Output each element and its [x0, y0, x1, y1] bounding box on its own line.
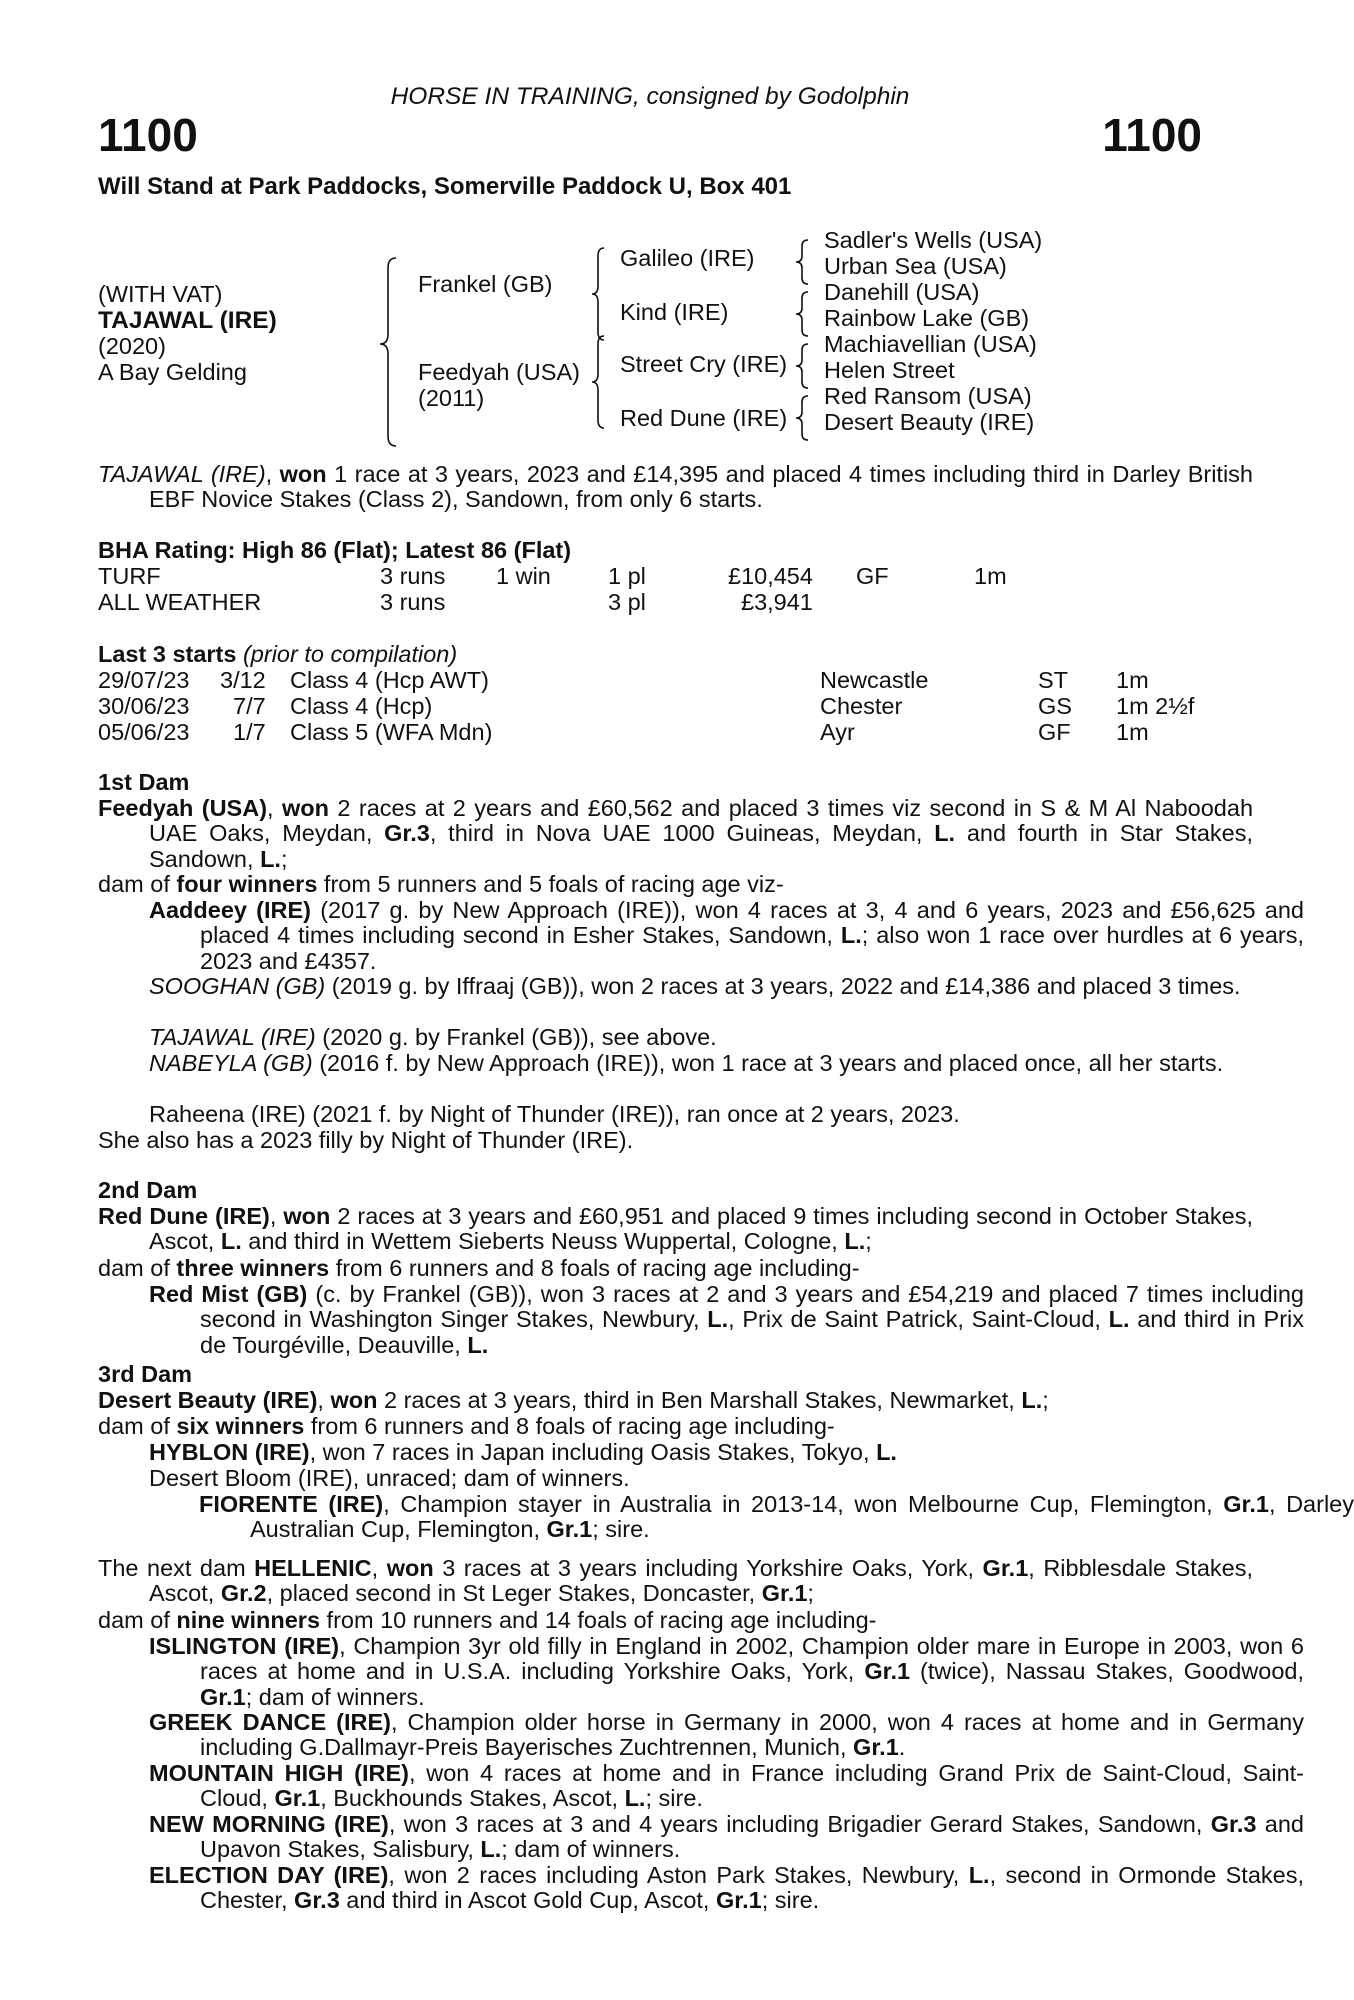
- start-class: Class 4 (Hcp AWT): [290, 667, 489, 693]
- dam-year: (2011): [418, 385, 485, 411]
- race-summary: TAJAWAL (IRE), won 1 race at 3 years, 2023 and £14,395 and placed 4 times including third in Darley British EBF Novice Stakes (Class 2), Sandown, from only 6 starts.: [98, 461, 1254, 513]
- rating-going: GF: [856, 563, 889, 589]
- grade-label: Gr.1: [200, 1683, 246, 1710]
- produce-hyblon: [98, 1440, 1253, 1465]
- produce-text: from 10 runners and 14 foals of racing age including-: [320, 1607, 877, 1633]
- first-dam-name: Feedyah (USA): [98, 795, 268, 821]
- produce-text: ; sire.: [761, 1887, 820, 1914]
- grade-label: Gr.1: [1223, 1491, 1269, 1517]
- produce-text: .: [898, 1734, 906, 1761]
- produce-name: NEW MORNING (IRE): [149, 1811, 389, 1837]
- start-position: 3/12: [220, 667, 266, 693]
- first-dam-produce-summary: [98, 872, 1202, 897]
- rating-prize: £3,941: [741, 589, 813, 615]
- gg-1: Sadler's Wells (USA): [824, 227, 1043, 253]
- record-text: ;: [807, 1580, 814, 1607]
- produce-name: GREEK DANCE (IRE): [149, 1709, 391, 1735]
- produce-text: ; dam of winners.: [245, 1683, 425, 1710]
- listed-label: L.: [840, 922, 862, 949]
- produce-text: (twice), Nassau Stakes, Goodwood,: [910, 1658, 1305, 1685]
- pedigree-table: [98, 204, 1202, 504]
- won-label: won: [283, 1203, 331, 1229]
- grade-label: Gr.1: [853, 1734, 899, 1761]
- listed-label: L.: [1021, 1387, 1043, 1413]
- rating-distance: 1m: [974, 563, 1007, 589]
- produce-name: Red Mist (GB): [149, 1281, 308, 1307]
- dam-dam: Red Dune (IRE): [620, 405, 788, 431]
- listed-label: L.: [876, 1439, 897, 1465]
- produce-text: ; dam of winners.: [501, 1836, 681, 1863]
- start-date: 30/06/23: [98, 693, 190, 719]
- produce-text: and Upavon Stakes, Salisbury,: [200, 1811, 1304, 1863]
- produce-red-mist: [98, 1282, 1304, 1358]
- brace-main: [380, 258, 396, 446]
- winners-count: nine winners: [176, 1607, 321, 1633]
- produce-text: from 6 runners and 8 foals of racing age including-: [329, 1255, 860, 1281]
- record-text: 2 races at 2 years and £60,562 and placed 3 times viz second in S & M Al Naboodah UAE Oaks, Meydan,: [149, 795, 1254, 847]
- produce-text: dam of: [98, 1255, 177, 1281]
- listed-label: L.: [260, 845, 281, 872]
- rating-row-turf: [98, 564, 1202, 590]
- gg-5: Machiavellian (USA): [824, 331, 1037, 357]
- produce-text: dam of: [98, 1413, 177, 1439]
- gg-2: Urban Sea (USA): [824, 253, 1007, 279]
- listed-label: L.: [480, 1836, 502, 1863]
- produce-text: , Champion 3yr old filly in England in 2002, Champion older mare in Europe in 2003, won 6 races at home and in U.S.A. including Yorkshire Oaks, York,: [200, 1633, 1304, 1685]
- gg-6: Helen Street: [824, 357, 955, 383]
- rating-runs: 3 runs: [380, 563, 446, 589]
- start-going: GS: [1038, 693, 1072, 719]
- produce-text: , second in Ormonde Stakes, Chester,: [200, 1862, 1305, 1914]
- start-going: ST: [1038, 667, 1069, 693]
- produce-name: TAJAWAL (IRE): [149, 1024, 316, 1050]
- vat-label: (WITH VAT): [98, 281, 223, 307]
- record-text: , third in Nova UAE 1000 Guineas, Meydan,: [429, 820, 935, 847]
- first-dam-heading: 1st Dam: [98, 769, 190, 795]
- start-row: [98, 694, 1202, 720]
- produce-islington: [98, 1634, 1304, 1710]
- last-starts-note: (prior to compilation): [236, 641, 458, 667]
- brace-g2: [796, 292, 808, 336]
- produce-text: (2017 g. by New Approach (IRE)), won 4 races at 3, 4 and 6 years, 2023 and £56,625 and placed 4 times including second in Esher Stakes, Sandown,: [200, 897, 1304, 949]
- produce-text: from 5 runners and 5 foals of racing age viz-: [317, 871, 784, 897]
- consignor-subtitle: HORSE IN TRAINING, consigned by Godolphin: [390, 83, 910, 110]
- produce-mountain-high: [98, 1761, 1304, 1812]
- winners-count: three winners: [176, 1255, 330, 1281]
- listed-label: L.: [1108, 1306, 1130, 1333]
- third-dam-produce-summary: [98, 1414, 1202, 1439]
- start-distance: 1m 2½f: [1116, 693, 1195, 719]
- produce-raheena: Raheena (IRE) (2021 f. by Night of Thunder (IRE)), ran once at 2 years, 2023.: [149, 1101, 960, 1127]
- start-course: Chester: [820, 693, 903, 719]
- gg-7: Red Ransom (USA): [824, 383, 1032, 409]
- gg-8: Desert Beauty (IRE): [824, 409, 1035, 435]
- grade-label: Gr.3: [384, 820, 430, 847]
- listed-label: L.: [844, 1228, 866, 1255]
- produce-text: and third in Prix de Tourgéville, Deauville,: [200, 1306, 1304, 1358]
- grade-label: Gr.1: [274, 1785, 321, 1812]
- produce-text: , won 3 races at 3 and 4 years including Brigadier Gerard Stakes, Sandown,: [388, 1811, 1211, 1837]
- produce-text: dam of: [98, 871, 177, 897]
- produce-text: ; also won 1 race over hurdles at 6 years, 2023 and £4357.: [200, 922, 1305, 974]
- produce-text: (2020 g. by Frankel (GB)), see above.: [315, 1024, 717, 1050]
- third-dam-heading: 3rd Dam: [98, 1361, 193, 1387]
- produce-text: ; sire.: [645, 1785, 703, 1812]
- record-text: 2 races at 3 years and £60,951 and placed 9 times including second in October Stakes, Ascot,: [149, 1203, 1254, 1255]
- grade-label: Gr.3: [294, 1887, 340, 1914]
- produce-text: , Champion older horse in Germany in 2000, won 4 races at home and in Germany including G.Dallmayr-Preis Bayerisches Zuchtrennen, Munich,: [200, 1709, 1304, 1761]
- horse-description: A Bay Gelding: [98, 359, 247, 385]
- last-starts-title: [98, 642, 1202, 667]
- sire-name: Frankel (GB): [418, 271, 553, 297]
- dam-sire: Street Cry (IRE): [620, 351, 788, 377]
- produce-text: dam of: [98, 1607, 177, 1633]
- start-course: Newcastle: [820, 667, 929, 693]
- second-dam-produce-summary: [98, 1256, 1202, 1281]
- produce-name: HYBLON (IRE): [149, 1439, 310, 1465]
- summary-horse: TAJAWAL (IRE): [98, 461, 266, 487]
- listed-label: L.: [220, 1228, 242, 1255]
- produce-text: (2019 g. by Iffraaj (GB)), won 2 races at 3 years, 2022 and £14,386 and placed 3 times.: [325, 973, 1241, 999]
- rating-placed: 3 pl: [608, 589, 646, 615]
- listed-label: L.: [968, 1862, 990, 1888]
- record-text: and fourth in Star Stakes, Sandown,: [149, 820, 1253, 872]
- bha-rating-title: BHA Rating: High 86 (Flat); Latest 86 (Flat): [98, 537, 572, 563]
- produce-new-morning: [98, 1812, 1304, 1863]
- third-dam-name: Desert Beauty (IRE): [98, 1387, 318, 1413]
- first-dam-note: She also has a 2023 filly by Night of Thunder (IRE).: [98, 1127, 634, 1153]
- horse-name: TAJAWAL (IRE): [98, 307, 277, 334]
- last-starts-heading: Last 3 starts: [98, 641, 237, 667]
- rating-surface: ALL WEATHER: [98, 589, 262, 615]
- start-position: 7/7: [233, 693, 266, 719]
- third-dam-record: Desert Beauty (IRE), won 2 races at 3 years, third in Ben Marshall Stakes, Newmarket, L.;: [98, 1387, 1049, 1413]
- rating-placed: 1 pl: [608, 563, 646, 589]
- rating-row-aw: [98, 590, 1202, 616]
- produce-name: FIORENTE (IRE): [199, 1491, 384, 1517]
- grade-label: Gr.1: [982, 1555, 1029, 1581]
- grade-label: Gr.3: [1210, 1811, 1257, 1837]
- start-distance: 1m: [1116, 667, 1149, 693]
- second-dam-heading: 2nd Dam: [98, 1177, 198, 1203]
- won-label: won: [330, 1387, 378, 1413]
- produce-greek-dance: [98, 1710, 1304, 1761]
- record-text: 2 races at 3 years, third in Ben Marshall Stakes, Newmarket,: [377, 1387, 1022, 1413]
- grade-label: Gr.2: [220, 1580, 267, 1607]
- gg-3: Danehill (USA): [824, 279, 980, 305]
- produce-name: ELECTION DAY (IRE): [149, 1862, 389, 1888]
- produce-nabeyla: [98, 1051, 1304, 1076]
- start-row: [98, 720, 1202, 746]
- summary-text-1: 1 race at 3 years, 2023 and £14,395 and placed 4 times including third in: [326, 461, 1105, 487]
- grade-label: Gr.1: [864, 1658, 911, 1685]
- grade-label: Gr.1: [546, 1516, 593, 1543]
- produce-name: MOUNTAIN HIGH (IRE): [149, 1760, 409, 1786]
- start-position: 1/7: [233, 719, 266, 745]
- second-dam-record: Red Dune (IRE), won 2 races at 3 years and £60,951 and placed 9 times including second in October Stakes, Ascot, L. and third in Wettem Sieberts Neuss Wuppertal, Cologne, L.;: [98, 1203, 1254, 1255]
- produce-text: , Prix de Saint Patrick, Saint-Cloud,: [728, 1306, 1109, 1333]
- produce-name: NABEYLA (GB): [149, 1050, 313, 1076]
- produce-text: , Champion stayer in Australia in 2013-14, won Melbourne Cup, Flemington,: [383, 1491, 1224, 1517]
- start-date: 05/06/23: [98, 719, 190, 745]
- lot-number-left: 1100: [98, 109, 198, 161]
- lot-number-right: 1100: [1102, 109, 1202, 161]
- start-going: GF: [1038, 719, 1071, 745]
- rating-prize: £10,454: [728, 563, 813, 589]
- produce-name: ISLINGTON (IRE): [149, 1633, 340, 1659]
- produce-text: and third in Ascot Gold Cup, Ascot,: [339, 1887, 716, 1914]
- produce-sooghan: [98, 974, 1304, 999]
- record-text: , Ribblesdale Stakes, Ascot,: [149, 1555, 1254, 1607]
- winners-count: four winners: [176, 871, 318, 897]
- start-row: [98, 668, 1202, 694]
- produce-text: , Darley Australian Cup, Flemington,: [250, 1491, 1354, 1543]
- produce-tajawal: [98, 1025, 1304, 1050]
- brace-sire: [592, 248, 604, 340]
- produce-aaddeey: [98, 898, 1304, 974]
- rating-surface: TURF: [98, 563, 161, 589]
- start-distance: 1m: [1116, 719, 1149, 745]
- start-class: Class 4 (Hcp): [290, 693, 433, 719]
- start-course: Ayr: [820, 719, 855, 745]
- start-class: Class 5 (WFA Mdn): [290, 719, 493, 745]
- produce-fiorente: [98, 1492, 1354, 1543]
- next-dam-record: The next dam HELLENIC, won 3 races at 3 years including Yorkshire Oaks, York, Gr.1, Ribblesdale Stakes, Ascot, Gr.2, placed second in St Leger Stakes, Doncaster, Gr.1;: [98, 1555, 1254, 1607]
- gg-4: Rainbow Lake (GB): [824, 305, 1030, 331]
- brace-g4: [796, 396, 808, 440]
- produce-desert-bloom: Desert Bloom (IRE), unraced; dam of winners.: [149, 1465, 630, 1491]
- produce-text: from 6 runners and 8 foals of racing age including-: [304, 1413, 835, 1439]
- start-date: 29/07/23: [98, 667, 190, 693]
- summary-text-2: Darley British EBF Novice Stakes (Class 2), Sandown, from only 6 starts.: [149, 461, 1254, 513]
- produce-text: (2016 f. by New Approach (IRE)), won 1 race at 3 years and placed once, all her starts.: [312, 1050, 1224, 1076]
- record-text: The next dam: [98, 1555, 255, 1581]
- stand-location: Will Stand at Park Paddocks, Somerville Paddock U, Box 401: [98, 173, 792, 200]
- record-text: , placed second in St Leger Stakes, Doncaster,: [266, 1580, 762, 1607]
- sire-dam: Kind (IRE): [620, 299, 729, 325]
- produce-text: (c. by Frankel (GB)), won 3 races at 2 and 3 years and £54,219 and placed 7 times including second in Washington Singer Stakes, Newbury,: [200, 1281, 1304, 1333]
- produce-text: , won 4 races at home and in France including Grand Prix de Saint-Cloud, Saint-Cloud,: [200, 1760, 1304, 1812]
- brace-dam: [592, 336, 604, 428]
- produce-text: , won 2 races including Aston Park Stakes, Newbury,: [388, 1862, 969, 1888]
- rating-runs: 3 runs: [380, 589, 446, 615]
- produce-text: , Buckhounds Stakes, Ascot,: [320, 1785, 625, 1812]
- brace-g1: [796, 240, 808, 284]
- second-dam-name: Red Dune (IRE): [98, 1203, 270, 1229]
- grade-label: Gr.1: [716, 1887, 762, 1914]
- won-label: won: [386, 1555, 434, 1581]
- produce-name: Aaddeey (IRE): [149, 897, 312, 923]
- next-dam-produce-summary: [98, 1608, 1202, 1633]
- record-text: 3 races at 3 years including Yorkshire Oaks, York,: [433, 1555, 983, 1581]
- brace-g3: [796, 344, 808, 388]
- sire-sire: Galileo (IRE): [620, 245, 755, 271]
- winners-count: six winners: [176, 1413, 305, 1439]
- next-dam-name: HELLENIC: [254, 1555, 372, 1581]
- produce-text: ; sire.: [592, 1516, 650, 1543]
- record-text: ;: [280, 845, 288, 872]
- listed-label: L.: [707, 1306, 729, 1333]
- first-dam-record: Feedyah (USA), won 2 races at 2 years and £60,562 and placed 3 times viz second in S & M Al Naboodah UAE Oaks, Meydan, Gr.3, third in Nova UAE 1000 Guineas, Meydan, L. and fourth in Star Stakes, Sandown, L.;: [98, 795, 1254, 872]
- record-text: ;: [1042, 1387, 1049, 1413]
- record-text: and third in Wettem Sieberts Neuss Wuppertal, Cologne,: [241, 1228, 845, 1255]
- listed-label: L.: [467, 1331, 489, 1358]
- horse-year: (2020): [98, 333, 166, 359]
- produce-name: SOOGHAN (GB): [149, 973, 326, 999]
- record-text: ;: [865, 1228, 872, 1255]
- listed-label: L.: [624, 1785, 646, 1812]
- rating-wins: 1 win: [496, 563, 551, 589]
- listed-label: L.: [934, 820, 956, 847]
- summary-won: won: [279, 461, 327, 487]
- grade-label: Gr.1: [761, 1580, 808, 1607]
- dam-name: Feedyah (USA): [418, 359, 580, 385]
- won-label: won: [281, 795, 329, 821]
- produce-text: , won 7 races in Japan including Oasis Stakes, Tokyo,: [309, 1439, 877, 1465]
- produce-election-day: [98, 1863, 1304, 1914]
